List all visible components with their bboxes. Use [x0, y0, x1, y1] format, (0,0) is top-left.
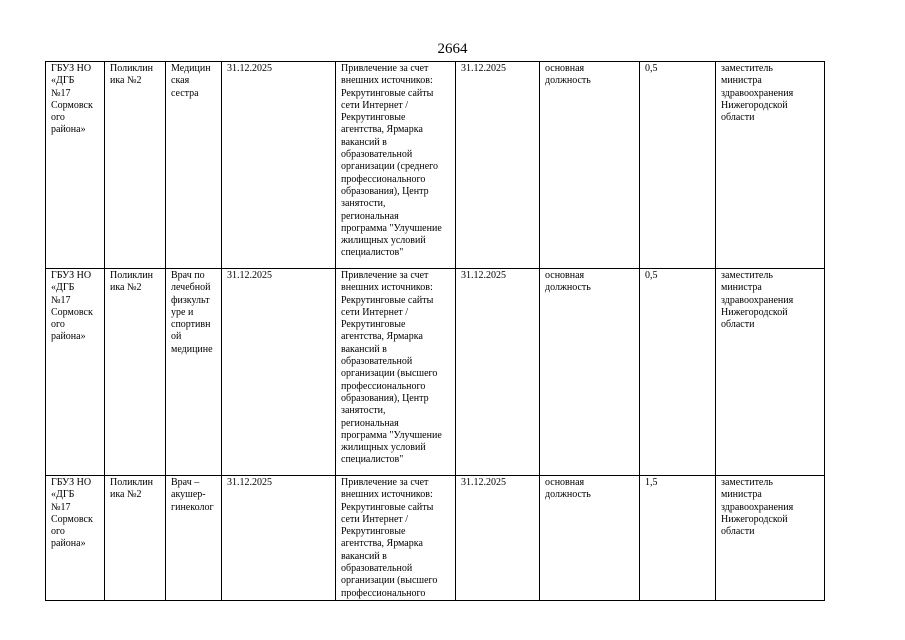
- job-type-cell: основная должность: [540, 476, 640, 601]
- unit-cell: Поликлин ика №2: [105, 269, 166, 476]
- table-row: [46, 62, 825, 269]
- page-number: 2664: [437, 41, 468, 57]
- deadline-cell: 31.12.2025: [456, 269, 540, 476]
- table-row: [46, 269, 825, 476]
- unit-cell: Поликлин ика №2: [105, 476, 166, 601]
- date-cell: 31.12.2025: [222, 62, 336, 269]
- rate-cell: 0,5: [640, 269, 716, 476]
- responsible-cell: заместитель министра здравоохранения Нижегородской области: [716, 62, 825, 269]
- rate-cell: 0,5: [640, 62, 716, 269]
- responsible-cell: заместитель министра здравоохранения Нижегородской области: [716, 476, 825, 601]
- job-type-cell: основная должность: [540, 62, 640, 269]
- measures-cell: Привлечение за счет внешних источников: Рекрутинговые сайты сети Интернет / Рекрутинговые агентства, Ярмарка вакансий в образовательной организации (высшего профессионального: [336, 476, 456, 601]
- position-cell: Врач по лечебной физкульт уре и спортивн ой медицине: [166, 269, 222, 476]
- org-cell: ГБУЗ НО «ДГБ №17 Сормовск ого района»: [46, 62, 105, 269]
- deadline-cell: 31.12.2025: [456, 476, 540, 601]
- date-cell: 31.12.2025: [222, 269, 336, 476]
- table-row: [46, 476, 825, 601]
- org-cell: ГБУЗ НО «ДГБ №17 Сормовск ого района»: [46, 269, 105, 476]
- deadline-cell: 31.12.2025: [456, 62, 540, 269]
- position-cell: Врач – акушер- гинеколог: [166, 476, 222, 601]
- unit-cell: Поликлин ика №2: [105, 62, 166, 269]
- position-cell: Медицин ская сестра: [166, 62, 222, 269]
- measures-cell: Привлечение за счет внешних источников: Рекрутинговые сайты сети Интернет / Рекрутинговые агентства, Ярмарка вакансий в образовательной организации (среднего профессионального образования), Центр занятости, региональная программа "Улучшение жилищных условий специалистов": [336, 62, 456, 269]
- job-type-cell: основная должность: [540, 269, 640, 476]
- measures-cell: Привлечение за счет внешних источников: Рекрутинговые сайты сети Интернет / Рекрутинговые агентства, Ярмарка вакансий в образовательной организации (высшего профессионального образования), Центр занятости, региональная программа "Улучшение жилищных условий специалистов": [336, 269, 456, 476]
- rate-cell: 1,5: [640, 476, 716, 601]
- staffing-table: [45, 61, 825, 601]
- org-cell: ГБУЗ НО «ДГБ №17 Сормовск ого района»: [46, 476, 105, 601]
- responsible-cell: заместитель министра здравоохранения Нижегородской области: [716, 269, 825, 476]
- date-cell: 31.12.2025: [222, 476, 336, 601]
